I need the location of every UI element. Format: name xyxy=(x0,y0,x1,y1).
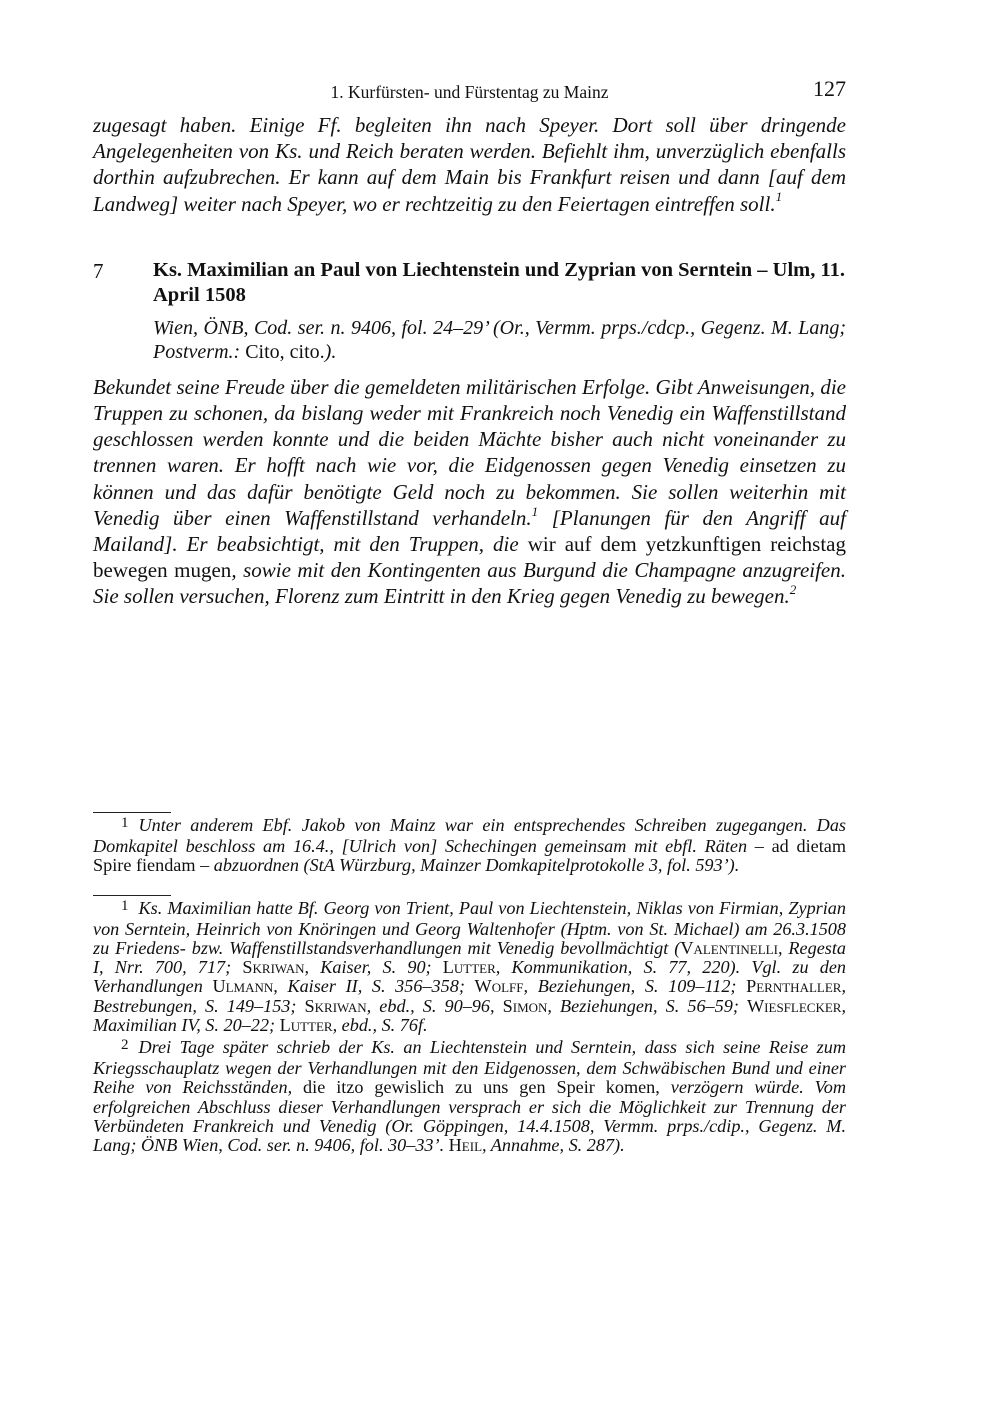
footnote-text: , Kommunikation, S. 77, 220). Vgl. zu den Verhandlungen xyxy=(93,957,846,997)
footnote-number: 1 xyxy=(121,897,129,914)
footnotes xyxy=(93,812,846,1155)
entry-title: Ks. Maximilian an Paul von Liechtenstein und Zyprian von Serntein – Ulm, 11. April 1508 xyxy=(153,258,845,306)
author-name: Lutter xyxy=(279,1014,333,1035)
footnote-ref: 2 xyxy=(789,582,797,598)
footnote-text: , Kaiser, S. 90; xyxy=(304,957,443,978)
footnote-text: , Beziehungen, S. 56–59; xyxy=(547,995,748,1016)
document-page xyxy=(93,78,846,610)
author-name: Pernthaller xyxy=(746,976,842,997)
footnote-text: Ks. Maximilian hatte Bf. Georg von Trient, Paul von Liechtenstein, Niklas von Firmian, Zyprian von Serntein, Heinrich von Knöringen und Georg Waltenhofer (Hptm. von St. Michael) am 26.3.1508 zu Friedens- bzw. Waffenstillstandsverhandlungen mit Venedig bevollmächtigt ( xyxy=(93,897,846,959)
intro-text: zugesagt haben. Einige Ff. begleiten ihn nach Speyer. Dort soll über dringende Angelegenheiten von Ks. und Reich beraten werden. Befiehlt ihm, unverzüglich ebenfalls dorthin aufzubrechen. Er kann auf dem Main bis Frankfurt reisen und dann [auf dem Landweg] weiter nach Speyer, wo er rechtzeitig zu den Feiertagen eintreffen soll. xyxy=(93,113,846,216)
footnote-divider xyxy=(93,895,171,896)
author-name: Heil xyxy=(448,1135,483,1156)
running-title: 1. Kurfürsten- und Fürstentag zu Mainz xyxy=(330,82,609,102)
footnote-ref: 1 xyxy=(531,503,539,519)
document-entry xyxy=(93,258,846,610)
author-name: Lutter xyxy=(442,957,496,978)
summary-quote: wir auf dem yetzkunftigen reichstag bewegen mugen xyxy=(93,532,847,583)
source-text: Wien, ÖNB, Cod. ser. n. 9406, fol. 24–29’ (Or., Vermm. prps./cdcp., Gegenz. M. Lang; Postverm.: xyxy=(153,316,846,363)
source-text: ). xyxy=(324,340,337,363)
entry-summary xyxy=(93,374,846,610)
footnote-item xyxy=(93,1038,846,1155)
summary-text: Bekundet seine Freude über die gemeldeten militärischen Erfolge. Gibt Anweisungen, die Truppen zu schonen, da bislang weder mit Frankreich noch Venedig ein Waffenstillstand geschlossen werden konnte und die beiden Mächte bisher auch nicht voneinander zu trennen waren. Er hofft nach wie vor, die Eidgenossen gegen Venedig einsetzen zu können und das dafür benötigte Geld noch zu bekommen. Sie sollen weiterhin mit Venedig über einen Waffenstillstand verhandeln. xyxy=(93,374,846,530)
author-name: Skriwan xyxy=(242,957,305,978)
footnote-block xyxy=(93,895,846,1156)
footnote-text: , Kaiser II, S. 356–358; xyxy=(273,976,475,997)
footnote-divider xyxy=(93,812,171,813)
page-header xyxy=(93,78,846,112)
page-number: 127 xyxy=(813,76,846,101)
footnote-text: , Regesta I, Nrr. 700, 717; xyxy=(93,938,846,978)
footnote-text: , Maximilian IV, S. 20–22; xyxy=(93,995,847,1035)
author-name: Valentinelli xyxy=(680,938,778,959)
author-name: Wiesflecker xyxy=(747,995,842,1016)
footnote-ref: 1 xyxy=(775,189,783,205)
intro-paragraph xyxy=(93,112,846,217)
footnote-text: , Annahme, S. 287). xyxy=(482,1135,625,1156)
author-name: Simon xyxy=(502,995,548,1016)
footnote-item xyxy=(93,899,846,1035)
footnote-number: 2 xyxy=(121,1037,129,1054)
footnote-text: , Bestrebungen, S. 149–153; xyxy=(93,976,846,1016)
footnote-text: Drei Tage später schrieb der Ks. an Liechtenstein und Serntein, dass sich seine Reise zum Kriegsschauplatz wegen der Verhandlungen mit den Eidgenossen, dem Schwäbischen Bund und einer Reihe von Reichsständen, xyxy=(93,1037,846,1098)
footnote-quote: die itzo gewislich zu uns gen Speir komen, xyxy=(292,1077,671,1098)
footnote-text: , Beziehungen, S. 109–112; xyxy=(523,976,747,997)
footnote-text: – abzuordnen (StA Würzburg, Mainzer Domkapitelprotokolle 3, fol. 593’). xyxy=(200,855,740,876)
entry-number: 7 xyxy=(93,258,104,283)
author-name: Wolff xyxy=(474,976,524,997)
author-name: Skriwan xyxy=(304,995,367,1016)
author-name: Ulmann xyxy=(212,976,274,997)
footnote-quote: ad dietam Spire fiendam xyxy=(93,836,846,876)
entry-source xyxy=(153,316,846,364)
footnote-text: Unter anderem Ebf. Jakob von Mainz war ein entsprechendes Schreiben zugegangen. Das Domkapitel beschloss am 16.4., [Ulrich von] Schechingen gemeinsam mit ebfl. Räten – xyxy=(93,815,846,857)
footnote-number: 1 xyxy=(121,815,129,831)
summary-text: [Planungen für den Angriff auf Mailand]. Er beabsichtigt, mit den Truppen, die xyxy=(93,505,846,557)
footnote-item xyxy=(93,816,846,876)
footnote-text: , ebd., S. 76f. xyxy=(332,1014,428,1035)
footnote-text: , ebd., S. 90–96, xyxy=(366,995,503,1016)
source-quote: Cito, cito. xyxy=(245,340,325,363)
summary-text: , sowie mit den Kontingenten aus Burgund die Champagne anzugreifen. Sie sollen versuchen, Florenz zum Eintritt in den Krieg gegen Venedig zu bewegen. xyxy=(93,558,846,609)
footnote-text: verzögern würde. Vom erfolgreichen Abschluss dieser Verhandlungen versprach er sich die Möglichkeit zur Trennung der Verbündeten Frankreich und Venedig (Or. Göppingen, 14.4.1508, Vermm. prps./cdip., Gegenz. M. Lang; ÖNB Wien, Cod. ser. n. 9406, fol. 30–33’. xyxy=(93,1077,846,1156)
